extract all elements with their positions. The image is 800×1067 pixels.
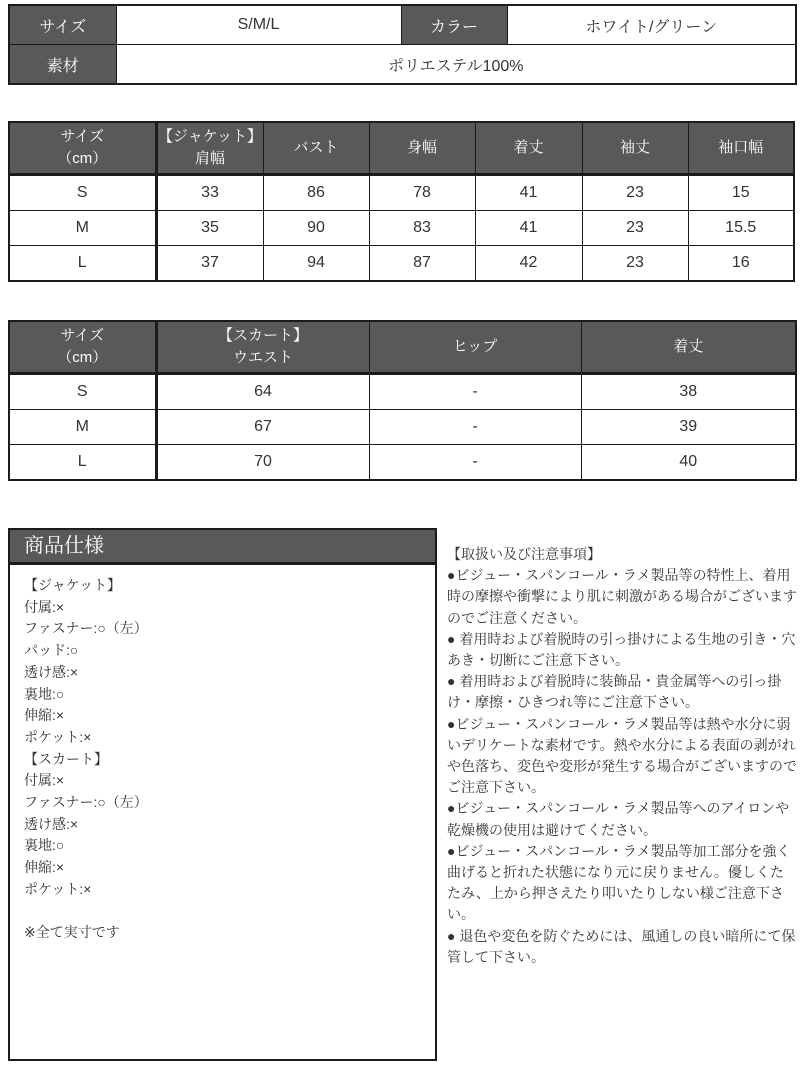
color-value-cell: ホワイト/グリーン [507, 5, 796, 45]
measurement-cell: - [369, 410, 581, 445]
spec-line: 【スカート】 [24, 750, 108, 767]
column-header-line: 【スカート】 [217, 327, 308, 344]
size-cell: L [9, 246, 156, 282]
spec-line: ポケット:× [24, 728, 92, 745]
spec-line: 付属:× [24, 598, 65, 615]
spec-title-bar: 商品仕様 [8, 528, 437, 565]
spec-line: 伸縮:× [24, 859, 65, 876]
spec-line: 裏地:○ [24, 837, 65, 854]
spacer [8, 481, 800, 528]
spec-line: ファスナー:○（左） [24, 620, 148, 637]
measurement-cell: 90 [263, 211, 369, 246]
measurement-cell: 94 [263, 246, 369, 282]
product-info-table [8, 4, 797, 85]
column-header-cuff: 袖口幅 [688, 122, 794, 175]
measurement-cell: 15.5 [688, 211, 794, 246]
measurement-cell: 78 [369, 175, 475, 211]
size-cell: M [9, 211, 156, 246]
measurement-cell: 64 [156, 374, 369, 410]
column-header-line: サイズ [60, 327, 105, 344]
table-row [9, 5, 796, 45]
measurement-cell: 41 [475, 211, 582, 246]
skirt-size-table [8, 320, 797, 481]
measurement-cell: 35 [156, 211, 263, 246]
spacer [8, 85, 800, 121]
measurement-cell: 83 [369, 211, 475, 246]
measurement-cell: 86 [263, 175, 369, 211]
spec-line: 透け感:× [24, 663, 79, 680]
column-header-length: 着丈 [475, 122, 582, 175]
measurement-cell: 39 [581, 410, 796, 445]
column-header-sleeve: 袖丈 [582, 122, 688, 175]
spec-line: 付属:× [24, 772, 65, 789]
column-header-hip: ヒップ [369, 321, 581, 374]
measurement-cell: 23 [582, 175, 688, 211]
spec-line: パッド:○ [24, 642, 79, 659]
product-spec-box [8, 528, 437, 1061]
table-row [9, 175, 794, 211]
table-row [9, 246, 794, 282]
measurement-cell: 87 [369, 246, 475, 282]
note-bullet: ●ビジュー・スパンコール・ラメ製品等へのアイロンや乾燥機の使用は避けてください。 [447, 800, 790, 838]
note-bullet: ●ビジュー・スパンコール・ラメ製品等の特性上、着用時の摩擦や衝撃により肌に刺激がある場合がございますのでご注意ください。 [447, 567, 797, 626]
column-header-line: 肩幅 [194, 150, 225, 167]
spec-line: 伸縮:× [24, 707, 65, 724]
table-row [9, 445, 796, 481]
measurement-cell: 40 [581, 445, 796, 481]
measurement-cell: 33 [156, 175, 263, 211]
spacer [8, 282, 800, 320]
column-header-size [9, 321, 156, 374]
measurement-cell: 67 [156, 410, 369, 445]
spec-line: 【ジャケット】 [24, 577, 122, 593]
column-header-line: ウエスト [232, 349, 293, 366]
column-header-waist [156, 321, 369, 374]
size-cell: L [9, 445, 156, 481]
measurement-cell: 23 [582, 211, 688, 246]
spec-line: ファスナー:○（左） [24, 794, 148, 811]
column-header-size [9, 122, 156, 175]
table-row [9, 45, 796, 85]
bottom-section [8, 528, 800, 1061]
measurement-cell: 41 [475, 175, 582, 211]
column-header-bust: バスト [263, 122, 369, 175]
measurement-cell: - [369, 445, 581, 481]
notes-title: 【取扱い及び注意事項】 [447, 546, 601, 562]
table-header-row [9, 321, 796, 374]
size-cell: M [9, 410, 156, 445]
size-cell: S [9, 175, 156, 211]
note-bullet: ● 着用時および着脱時に装飾品・貴金属等への引っ掛け・摩擦・ひきつれ等にご注意下さい。 [447, 673, 782, 711]
material-value-cell: ポリエステル100% [116, 45, 796, 85]
note-bullet: ●ビジュー・スパンコール・ラメ製品等は熱や水分に弱いデリケートな素材です。熱や水分による表面の剥がれや色落ち、変色や変形が発生する場合がございますのでご注意下さい。 [447, 715, 797, 796]
material-label-cell: 素材 [9, 45, 116, 85]
color-label-cell: カラー [401, 5, 507, 45]
size-value-cell: S/M/L [116, 5, 401, 45]
spec-body [8, 565, 437, 1061]
size-label-cell: サイズ [9, 5, 116, 45]
column-header-length: 着丈 [581, 321, 796, 374]
spec-line: ※全て実寸です [24, 924, 120, 941]
column-header-shoulder [156, 122, 263, 175]
column-header-line: 【ジャケット】 [158, 128, 262, 145]
table-row [9, 211, 794, 246]
measurement-cell: 16 [688, 246, 794, 282]
column-header-width: 身幅 [369, 122, 475, 175]
spec-line: 裏地:○ [24, 685, 65, 702]
jacket-size-table [8, 121, 795, 282]
table-row [9, 374, 796, 410]
measurement-cell: 70 [156, 445, 369, 481]
measurement-cell: 42 [475, 246, 582, 282]
size-cell: S [9, 374, 156, 410]
table-row [9, 410, 796, 445]
column-header-line: （cm） [57, 150, 108, 167]
note-bullet: ● 着用時および着脱時の引っ掛けによる生地の引き・穴あき・切断にご注意下さい。 [447, 630, 796, 669]
measurement-cell: 15 [688, 175, 794, 211]
measurement-cell: 37 [156, 246, 263, 282]
measurement-cell: 38 [581, 374, 796, 410]
note-bullet: ● 退色や変色を防ぐためには、風通しの良い暗所にて保管して下さい。 [447, 927, 796, 965]
column-header-line: （cm） [57, 349, 108, 366]
note-bullet: ●ビジュー・スパンコール・ラメ製品等加工部分を強く曲げると折れた状態になり元に戻りません。優しくたたみ、上から押さえたり叩いたりしない様ご注意下さい。 [447, 842, 791, 923]
spec-line: 透け感:× [24, 815, 79, 832]
measurement-cell: 23 [582, 246, 688, 282]
measurement-cell: - [369, 374, 581, 410]
spec-line: ポケット:× [24, 880, 92, 897]
table-header-row [9, 122, 794, 175]
column-header-line: サイズ [60, 128, 105, 145]
spec-line [24, 901, 421, 923]
handling-notes [447, 528, 797, 968]
